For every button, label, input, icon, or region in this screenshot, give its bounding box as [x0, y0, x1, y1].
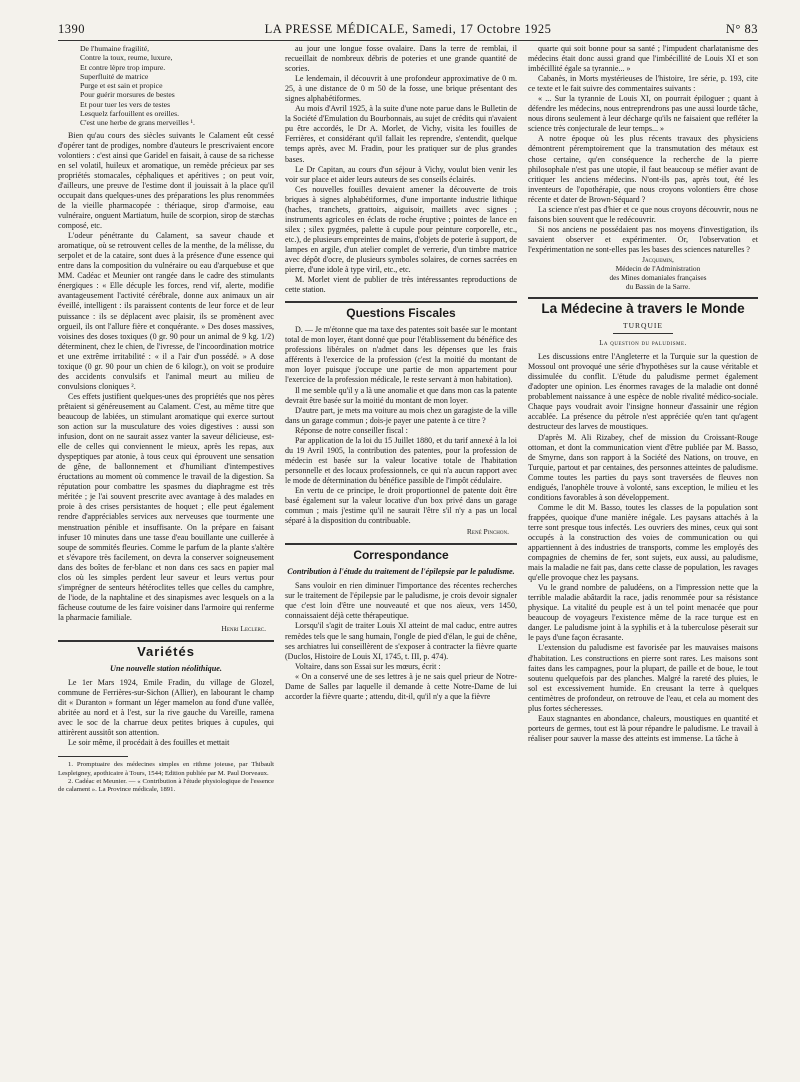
author-signature-block	[558, 255, 758, 291]
section-title-fiscal: Questions Fiscales	[346, 306, 456, 321]
author-name: Jacquemin,	[642, 254, 674, 264]
author-signature: René Pinchon.	[466, 527, 509, 537]
paragraph: L'extension du paludisme est favorisée par les mauvaises maisons d'habitation. Les constructions en pierre sont rares. Les maisons sont faites dans les campagnes, pour la plupart, de paille et de boue, le tout soutenu quelquefois par des planches. Malgré la rareté des pluies, le sol est excessivement humide. En creusant la terre à quelques centimètres de profondeur, on retrouve de l'eau, et cela au moment des plus fortes sécheresses.	[528, 643, 758, 713]
paragraph: Le soir même, il procédait à des fouilles et mettait	[68, 738, 230, 748]
paragraph: D'après M. Ali Rizabey, chef de mission du Croissant-Rouge ottoman, et dont la communication vient d'être publiée par M. Basso, de Smyrne, dans son rapport à la Société des Nations, on trouve, en Turquie, partout et par centaines, des personnes atteintes de paludisme. Comme toutes les parties du pays sont traversées de fleuves non endigués, l'anophèle trouve à volonté, sans exception, le milieu et les conditions favorables à son développement.	[528, 432, 758, 502]
issue-number: N° 83	[725, 22, 758, 36]
verse-line: Et contre lèpre trop impure.	[80, 62, 166, 72]
page-header	[58, 18, 758, 41]
verse-line: De l'humaine fragilité,	[80, 44, 150, 53]
paragraph: En vertu de ce principe, le droit proportionnel de patente doit être basé également sur la valeur locative d'un box privé dans un garage commun ; mais j'estime qu'il ne saurait l'être s'il n'y a pas un local séparé à la disposition du contribuable.	[285, 485, 517, 526]
section-divider	[528, 297, 758, 299]
short-divider	[613, 333, 673, 334]
poem-verse	[80, 44, 274, 128]
country-heading: TURQUIE	[623, 321, 663, 331]
paragraph: « On a conservé une de ses lettres à je ne sais quel prieur de Notre-Dame de Salles par laquelle il demande à cette Notre-Dame de lui accorder la fièvre quarte ; attendu, dit-il, qu'il n'y a que la fièvre	[285, 671, 517, 701]
paragraph: Le Dr Capitan, au cours d'un séjour à Vichy, voulut bien venir les voir sur place et aider leurs auteurs de ses conseils éclairés.	[285, 164, 517, 184]
author-role: du Bassin de la Sarre.	[625, 281, 691, 291]
paragraph: Eaux stagnantes en abondance, chaleurs, moustiques en quantité et porteurs de germes, tout est là pour répandre le paludisme. Le travail à réaliser pour sauver la masse des atteints est immense. La tâche à	[528, 713, 758, 743]
column-3	[528, 44, 758, 1072]
section-divider	[285, 543, 517, 545]
paragraph: La science n'est pas d'hier et ce que nous croyons découvrir, nous ne faisons bien souvent que le redécouvrir.	[528, 204, 758, 224]
footnote: 2. Cadéac et Meunier. — « Contribution à l'étude physiologique de l'essence de calament ». La Province médicale, 1891.	[58, 777, 274, 794]
paragraph: Voltaire, dans son Essai sur les mœurs, écrit :	[295, 661, 441, 671]
paragraph: Si nos anciens ne possédaient pas nos moyens d'investigation, ils savaient observer et expérimenter. Or, l'observation et l'expérimentation ne sont-elles pas les bases des sciences naturelles ?	[528, 224, 758, 254]
verse-line: Lesquelz farfouillent es oreilles.	[80, 109, 180, 119]
verse-line: Contre la toux, reume, luxure,	[80, 53, 173, 63]
paragraph: Ces nouvelles fouilles devaient amener la découverte de trois briques à signes alphabétiformes, d'une importante industrie lithique (haches, tranchets, grattoirs, aiguisoir, maillets avec signes ; instruments agricoles en éclats de roche éruptive ; pointes de lance en silex ; silex pygmées, palette à cupule pour peinture corporelle, etc., etc.), de plusieurs empreintes de mains, d'objets de poterie à support, de lampes en argile, d'un atelier complet de verrerie, d'un timbre matrice avec dépôt d'ocre, de plusieurs symboles solaires, de cornes sacrées en pierre, d'une idole à type viril, etc., etc.	[285, 184, 517, 275]
verse-line: Superfluité de matrice	[80, 71, 149, 81]
author-role: des Mines domaniales françaises	[609, 272, 707, 282]
paragraph: Sans vouloir en rien diminuer l'importance des récentes recherches sur le traitement de l'épilepsie par le paludisme, je crois devoir signaler que c'est loin d'être une nouveauté et que nos aïeux, vers 1450, connaissaient déjà cette thérapeutique.	[285, 581, 517, 621]
paragraph: Par application de la loi du 15 Juillet 1880, et du tarif annexé à la loi du 19 Avril 1905, la contribution des patentes, pour la profession de médecin est basée sur la valeur locative totale de l'habitation personnelle et des locaux professionnels, ce qui n'a aucun rapport avec le mode de détermination du bénéfice passible de l'impôt cédulaire.	[285, 435, 517, 485]
verse-line: Pour guérir morsures de bestes	[80, 90, 175, 100]
author-signature: Henri Leclerc.	[221, 623, 266, 633]
section-title-monde: La Médecine à travers le Monde	[541, 300, 745, 316]
column-1	[58, 44, 274, 1072]
paragraph: Ces effets justifient quelques-unes des propriétés que nos pères prêtaient si généreusement au Calament. C'est, au même titre que beaucoup de labiées, un stimulant aromatique qui exerce surtout son action sur la musculature des voies digestives : aussi son infusion, dont on ne saurait assez vanter la saveur délicieuse, est-elle de celles qui conviennent le mieux, après les repas, aux dyspeptiques par atonie, à tous ceux qui éprouvent une sensation de gêne, de ballonnement et d'humiliant d'intempestives éructations au moment où commence le travail de la digestion. Sa réputation pour combattre les spasmes du diaphragme est très méritée ; je l'ai souvent prescrite avec avantage à des malades en proie à des crises persistantes de hoquet ; elle peut également rendre d'appréciables services aux nerveuses que tourmente une menstruation pénible et insuffisante. On la prépare en faisant infuser 10 minutes dans une tasse d'eau bouillante une cuillerée à soupe de sommités fleuries. Comme le parfum de la plante s'altère et s'évapore très facilement, on devra la conserver soigneusement dans des boîtes de fer-blanc et non dans ces sacs en papier mal clos où les simples perdent leur saveur et leurs vertus pour s'imprégner de senteurs hétéroclites telles que celles du camphre, de l'iode, de la naphtaline et des sinapismes avec lesquels on a la fâcheuse coutume de les faire voisiner dans l'armoire qui renferme la pharmacie familiale.	[58, 391, 274, 622]
paragraph: Le 1er Mars 1924, Emile Fradin, du village de Glozel, commune de Ferrières-sur-Sichon (Allier), en labourant le champ dit « Duranton » formant un léger mamelon au fond d'une vallée, abritée au nord et à l'est, sur la rive gauche du Vareille, ramena avec le soc de la charrue deux petites briques à cupules, qui attirèrent aussitôt son attention.	[58, 678, 274, 738]
paragraph: « ... Sur la tyrannie de Louis XI, on pourrait épiloguer ; quant à défendre les médecins, nous entreprendrons pas une aussi lourde tâche, nous dirons seulement à leur décharge qu'ils ne faisaient que refléter la science très conjecturale de leur temps... »	[528, 94, 758, 134]
page-number: 1390	[58, 22, 85, 36]
journal-title: LA PRESSE MÉDICALE, Samedi, 17 Octobre 1925	[264, 22, 552, 36]
paragraph: Il me semble qu'il y a là une anomalie et que dans mon cas la patente devrait être basée sur la moitié du montant de mon loyer.	[285, 385, 517, 405]
paragraph: A notre époque où les plus récents travaux des physiciens démontrent péremptoirement que la transmutation des métaux est chose certaine, qu'en conséquence la recherche de la pierre philosophale n'est pas une utopie, il faut beaucoup se méfier avant de critiquer les anciens médecins. N'ont-ils pas, après tout, été les inventeurs de l'opothérapie, que nous croyons volontiers être chose récente et dater de Brown-Séquard ?	[528, 134, 758, 204]
paragraph: Réponse de notre conseiller fiscal :	[295, 425, 408, 435]
paragraph: au jour une longue fosse ovalaire. Dans la terre de remblai, il recueillait de nombreux débris de poteries et une grande quantité de scories.	[285, 44, 517, 74]
paragraph: M. Morlet vient de publier de très intéressantes reproductions de cette station.	[285, 275, 517, 295]
column-2	[285, 44, 517, 1072]
section-title-varietes: Variétés	[137, 644, 195, 660]
section-subtitle: Contribution à l'étude du traitement de l'épilepsie par le paludisme.	[287, 567, 515, 577]
section-divider	[285, 301, 517, 303]
verse-line: Purge et est sain et propice	[80, 81, 163, 91]
footnote-rule	[58, 756, 128, 757]
paragraph: Lorsqu'il s'agit de traiter Louis XI atteint de mal caduc, entre autres remèdes tels que le sang humain, l'ongle de pied d'élan, le gui de chêne, ses archiatres lui conseillèrent de s'exposer à contracter la fièvre quarte (Duclos, Histoire de Louis XI, 1745, t. III, p. 474).	[285, 621, 517, 661]
verse-line: C'est une herbe de grans merveilles ¹.	[80, 118, 195, 128]
footnote: 1. Promptuaire des médecines simples en rithme joieuse, par Thibault Lespleigney, apothicaire à Tours, 1544; Edition publiée par M. Paul Dorveaux.	[58, 761, 274, 777]
verse-line: Et pour tuer les vers de testes	[80, 99, 171, 109]
section-title-correspondance: Correspondance	[353, 548, 449, 563]
author-role: Médecin de l'Administration	[615, 263, 701, 273]
paragraph: Cabanès, in Morts mystérieuses de l'histoire, 1re série, p. 193, cite ce texte et le fait suivre des commentaires suivants :	[528, 74, 758, 94]
paragraph: quarte qui soit bonne pour sa santé ; l'impudent charlatanisme des médecins était donc aussi grand que l'imbécillité de Louis XI et son imbécillité égale sa tyrannie... »	[528, 44, 758, 74]
paragraph: Au mois d'Avril 1925, à la suite d'une note parue dans le Bulletin de la Société d'Emulation du Bourbonnais, au sujet de crédits qui n'avaient pu être accordés, le Dr A. Morlet, de Vichy, visita les fouilles de Ferrières, et considérant qu'il fallait les reprendre, s'entendit, quelque temps après, avec M. Fradin, pour les pratiquer sur de plus grandes bases.	[285, 104, 517, 164]
paragraph: D. — Je m'étonne que ma taxe des patentes soit basée sur le montant total de mon loyer, étant donné que pour l'établissement du bénéfice des professions libérales on n'admet dans les dépenses que les frais afférents à l'exercice de la profession (c'est la moitié du montant de mon loyer puisque j'occupe une partie de mon appartement pour l'exercice de la profession médicale, le reste servant à mon habitation).	[285, 325, 517, 385]
section-divider	[58, 640, 274, 642]
paragraph: Les discussions entre l'Angleterre et la Turquie sur la question de Mossoul ont provoqué une série d'hypothèses sur la cause véritable et dissimulée du conflit. L'étude du paludisme permet également d'adopter une opinion. Les énormes ravages de la maladie ont donné probablement naissance à une espèce de noble rivalité médico-sociale. Chaque pays voudrait avoir l'insigne honneur d'assainir une région accablée. La présence du pétrole n'est appréciée qu'en tant qu'agent destructeur des larves de moustiques.	[528, 352, 758, 432]
paragraph: Bien qu'au cours des siècles suivants le Calament eût cessé d'opérer tant de prodiges, nombre d'auteurs le prescrivaient encore volontiers : c'est ainsi que Garidel en faisait, à cause de sa richesse en sel volatil, huileux et aromatique, un remède précieux par ses propriétés stomacales, céphaliques et apéritives ; on peut voir, d'ailleurs, une preuve de l'estime dont il jouissait à la place qu'il occupait dans quelques-unes des préparations les plus renommées de la vieille pharmacopée : thériaque, sirop d'armoise, eau vulnéraire, onguent Martiatum, huile de scorpion, sirop de stæchas composé, etc.	[58, 130, 274, 231]
paragraph: D'autre part, je mets ma voiture au mois chez un garagiste de la ville dans un garage commun ; dois-je payer une patente à ce titre ?	[285, 405, 517, 425]
section-subtitle: La question du paludisme.	[599, 340, 687, 348]
section-subtitle: Une nouvelle station néolithique.	[110, 664, 222, 674]
paragraph: L'odeur pénétrante du Calament, sa saveur chaude et aromatique, où se retrouvent celles de la menthe, de la mélisse, du serpolet et de la cataire, sont dues à la présence d'une essence qui entre dans la composition du vulnéraire ou eau d'arquebuse et que MM. Cadéac et Meunier ont rangée dans le cadre des stimulants énergiques : « Elle décuple les forces, rend vif, alerte, modifie avantageusement l'activité cérébrale, donne aux animaux un air éveillé, intelligent : ils paraissent contents de leur force et de leur puissance : ils se déplacent avec plaisir, ils se promènent avec orgueil, ils ont l'allure fière et conquérante. » Des doses massives, voisines des doses toxiques (0 gr. 90 pour un animal de 9 kg. 1/2) déterminent, chez le chien, de l'ivresse, de l'incoordination motrice et une extrême irritabilité : « il a l'air d'un possédé. » A dose toxique (0 gr. 90 pour un chien de 6 kilogr.), on voit se produire des accidents convulsifs et l'animal meurt au milieu de convulsions cloniques ².	[58, 231, 274, 391]
paragraph: Comme le dit M. Basso, toutes les classes de la population sont frappées, quoique d'une manière inégale. Les paysans attachés à la terre sont presque tous infectés. Les ouvriers des mines, ceux qui sont occupés à la construction des voies de communication ou qui appartiennent à des industries de transports, comme les employés des compagnies de chemins de fer, sont sujets, eux aussi, au paludisme, mais la maladie ne fait pas, dans cette classe de population, les ravages qu'elle provoque chez les paysans.	[528, 502, 758, 583]
paragraph: Le lendemain, il découvrit à une profondeur approximative de 0 m. 25, à une distance de 0 m 50 de la fosse, une brique présentant des signes alphabétiformes.	[285, 74, 517, 104]
paragraph: Vu le grand nombre de paludéens, on a l'impression nette que la terrible maladie abâtardit la race, jadis renommée pour sa résistance physique. La vitalité du peuple est à un tel point menacée que pour beaucoup de voyageurs l'existence même de la race turque est en danger. Le paludisme joint à la syphilis et à la tuberculose pèserait sur le pays d'une façon écrasante.	[528, 583, 758, 643]
